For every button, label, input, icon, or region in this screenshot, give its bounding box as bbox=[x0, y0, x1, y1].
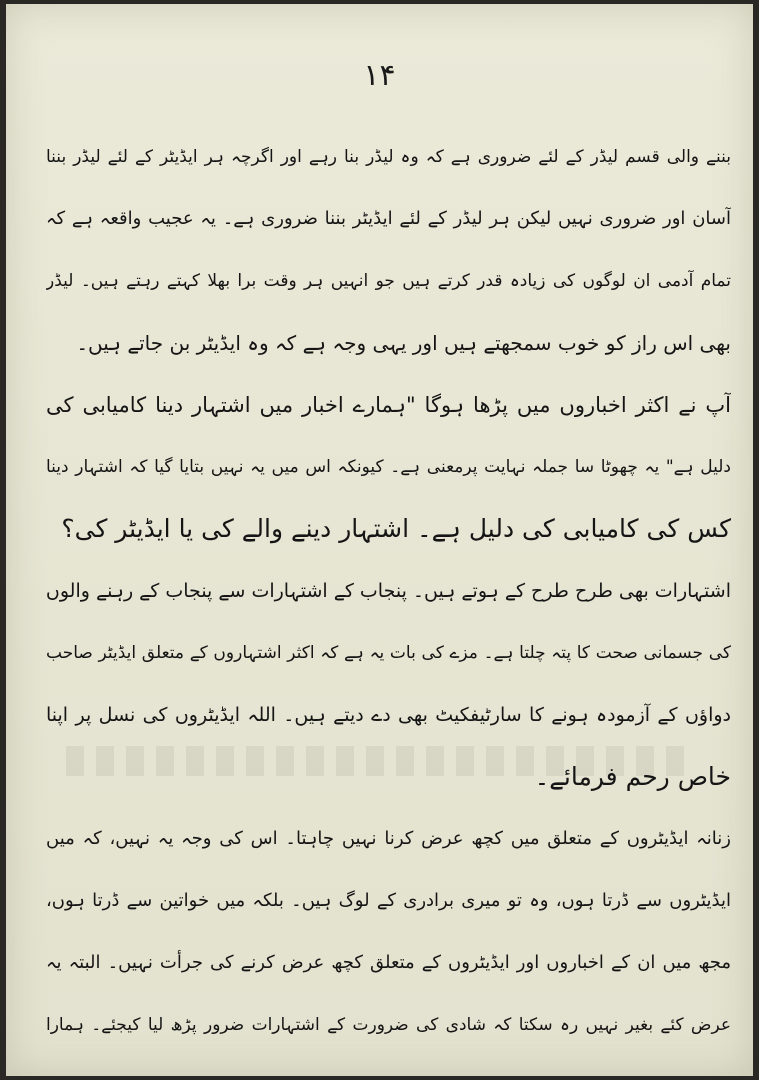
body-text bbox=[46, 126, 731, 1056]
text-line: کی جسمانی صحت کا پتہ چلتا ہے۔ مزے کی بات یہ ہے کہ اکثر اشتہاروں کے متعلق ایڈیٹر صاحب bbox=[46, 643, 731, 663]
book-page bbox=[6, 4, 753, 1076]
text-line: آسان اور ضروری نہیں لیکن ہر لیڈر کے لئے ایڈیٹر بننا ضروری ہے۔ یہ عجیب واقعہ ہے کہ bbox=[46, 208, 731, 229]
text-line: اشتہارات بھی طرح طرح کے ہوتے ہیں۔ پنجاب کے اشتہارات سے پنجاب کے رہنے والوں bbox=[46, 580, 731, 602]
text-line: تمام آدمی ان لوگوں کی زیادہ قدر کرتے ہیں جو انہیں ہر وقت برا بھلا کہتے رہتے ہیں۔ لیڈر bbox=[46, 271, 731, 291]
text-line: زنانہ ایڈیٹروں کے متعلق میں کچھ عرض کرنا نہیں چاہتا۔ اس کی وجہ یہ نہیں، کہ میں bbox=[46, 828, 731, 849]
text-line: دلیل ہے" یہ چھوٹا سا جملہ نہایت پرمعنی ہے۔ کیونکہ اس میں یہ نہیں بتایا گیا کہ اشتہار دینا bbox=[46, 457, 731, 477]
text-line: بھی اس راز کو خوب سمجھتے ہیں اور یہی وجہ ہے کہ وہ ایڈیٹر بن جاتے ہیں۔ bbox=[76, 331, 731, 355]
text-line: عرض کئے بغیر نہیں رہ سکتا کہ شادی کی ضرورت کے اشتہارات ضرور پڑھ لیا کیجئے۔ ہمارا bbox=[46, 1015, 731, 1035]
text-line: مجھ میں ان کے اخباروں اور ایڈیٹروں کے متعلق کچھ عرض کرنے کی جرأت نہیں۔ البتہ یہ bbox=[46, 952, 731, 973]
text-line: دواؤں کے آزمودہ ہونے کا سارٹیفکیٹ بھی دے دیتے ہیں۔ اللہ ایڈیٹروں کی نسل پر اپنا bbox=[46, 704, 731, 726]
text-line: آپ نے اکثر اخباروں میں پڑھا ہوگا "ہمارے اخبار میں اشتہار دینا کامیابی کی bbox=[46, 393, 731, 417]
text-line: بننے والی قسم لیڈر کے لئے ضروری ہے کہ وہ لیڈر بنا رہے اور اگرچہ ہر ایڈیٹر کے لئے لیڈر بننا bbox=[46, 147, 731, 167]
text-line: ایڈیٹروں سے ڈرتا ہوں، وہ تو میری برادری کے لوگ ہیں۔ بلکہ میں خواتین سے ڈرتا ہوں، bbox=[46, 890, 731, 911]
page-number: ۱۴ bbox=[363, 58, 396, 93]
text-line: خاص رحم فرمائے۔ bbox=[534, 762, 731, 791]
text-line: کس کی کامیابی کی دلیل ہے۔ اشتہار دینے والے کی یا ایڈیٹر کی؟ bbox=[61, 514, 731, 543]
